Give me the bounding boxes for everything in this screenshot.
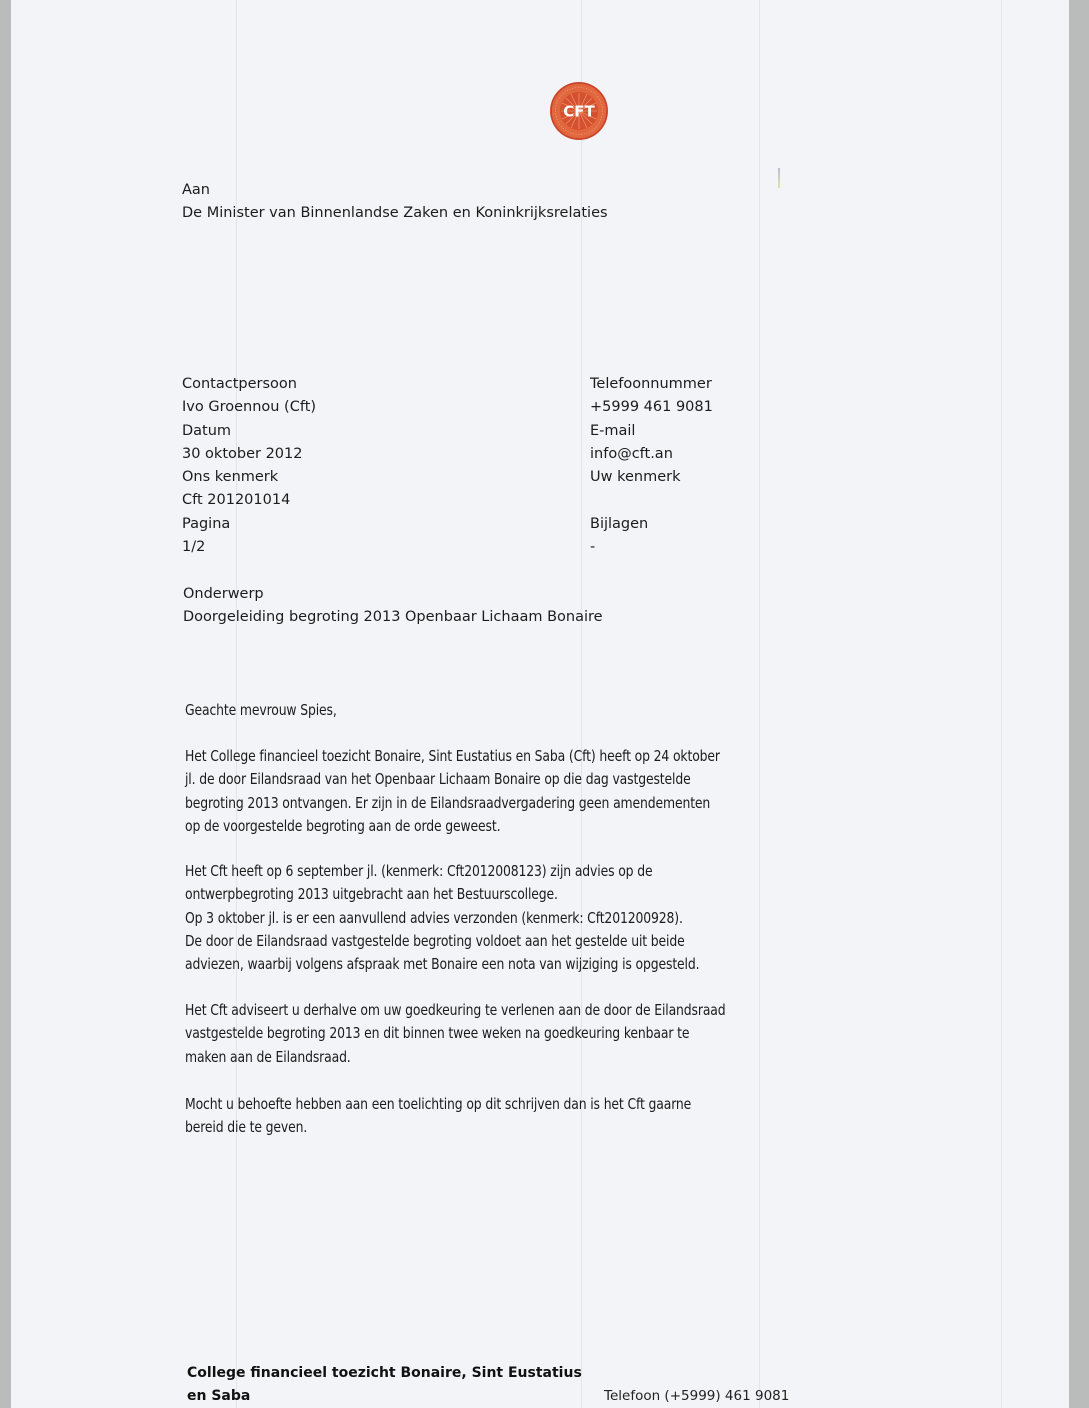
your-reference-label: Uw kenmerk bbox=[590, 469, 681, 486]
paragraph-line: vastgestelde begroting 2013 en dit binnen twee weken na goedkeuring kenbaar te bbox=[185, 1024, 690, 1043]
paragraph-line: Het Cft adviseert u derhalve om uw goedkeuring te verlenen aan de door de Eilandsraad bbox=[185, 1001, 726, 1019]
our-reference-value: Cft 201201014 bbox=[182, 492, 291, 509]
footer-org-line: College financieel toezicht Bonaire, Sint Eustatius bbox=[187, 1365, 582, 1381]
recipient-block bbox=[182, 179, 608, 226]
paragraph-line: Het College financieel toezicht Bonaire, Sint Eustatius en Saba (Cft) heeft op 24 oktober bbox=[185, 747, 720, 765]
footer-organization bbox=[187, 1362, 582, 1408]
paragraph-line: ontwerpbegroting 2013 uitgebracht aan het Bestuurscollege. bbox=[185, 885, 558, 904]
recipient-name: De Minister van Binnenlandse Zaken en Koninkrijksrelaties bbox=[182, 205, 608, 222]
date-value: 30 oktober 2012 bbox=[182, 445, 303, 462]
cft-logo-icon bbox=[549, 81, 609, 141]
our-reference-label: Ons kenmerk bbox=[182, 469, 279, 486]
subject-value: Doorgeleiding begroting 2013 Openbaar Lichaam Bonaire bbox=[183, 609, 603, 626]
email-label: E-mail bbox=[590, 422, 636, 439]
paragraph-2 bbox=[185, 860, 699, 976]
paragraph-line: Mocht u behoefte hebben aan een toelichting op dit schrijven dan is het Cft gaarne bbox=[185, 1095, 692, 1113]
page-value: 1/2 bbox=[182, 539, 206, 556]
your-reference-value bbox=[590, 489, 713, 512]
paragraph-line: begroting 2013 ontvangen. Er zijn in de Eilandsraadvergadering geen amendementen bbox=[185, 793, 711, 812]
phone-value: +5999 461 9081 bbox=[590, 399, 713, 416]
meta-right-column bbox=[590, 373, 713, 559]
footer-phone: Telefoon (+5999) 461 9081 bbox=[604, 1388, 790, 1404]
subject-block bbox=[183, 583, 603, 630]
paragraph-line: Het Cft heeft op 6 september jl. (kenmerk: Cft2012008123) zijn advies op de bbox=[185, 862, 653, 880]
paragraph-line: maken aan de Eilandsraad. bbox=[185, 1047, 351, 1066]
meta-left-column bbox=[182, 373, 316, 559]
page-label: Pagina bbox=[182, 515, 231, 532]
email-value[interactable]: info@cft.an bbox=[590, 445, 673, 462]
scan-artifact bbox=[759, 0, 760, 1408]
salutation bbox=[185, 699, 337, 722]
contact-label: Contactpersoon bbox=[182, 376, 297, 392]
logo-text: CFT bbox=[563, 102, 595, 121]
paragraph-3 bbox=[185, 999, 726, 1069]
recipient-label: Aan bbox=[182, 182, 210, 198]
attachments-label: Bijlagen bbox=[590, 515, 649, 532]
subject-label: Onderwerp bbox=[183, 586, 264, 602]
contact-value: Ivo Groennou (Cft) bbox=[182, 399, 317, 416]
paragraph-line: De door de Eilandsraad vastgestelde begroting voldoet aan het gestelde uit beide bbox=[185, 931, 685, 950]
date-label: Datum bbox=[182, 422, 232, 439]
attachments-value: - bbox=[590, 539, 596, 556]
scan-mark bbox=[778, 168, 780, 188]
footer-org-line: en Saba bbox=[187, 1388, 251, 1404]
paragraph-line: adviezen, waarbij volgens afspraak met Bonaire een nota van wijziging is opgesteld. bbox=[185, 955, 700, 974]
paragraph-line: op de voorgestelde begroting aan de orde geweest. bbox=[185, 816, 501, 835]
scan-artifact bbox=[1001, 0, 1002, 1408]
phone-label: Telefoonnummer bbox=[590, 376, 712, 392]
paragraph-1 bbox=[185, 745, 720, 838]
paragraph-line: bereid die te geven. bbox=[185, 1118, 308, 1137]
salutation-text: Geachte mevrouw Spies, bbox=[185, 701, 337, 719]
paragraph-line: Op 3 oktober jl. is er een aanvullend advies verzonden (kenmerk: Cft201200928). bbox=[185, 908, 683, 927]
paragraph-4 bbox=[185, 1093, 691, 1140]
paragraph-line: jl. de door Eilandsraad van het Openbaar Lichaam Bonaire op die dag vastgestelde bbox=[185, 770, 691, 789]
